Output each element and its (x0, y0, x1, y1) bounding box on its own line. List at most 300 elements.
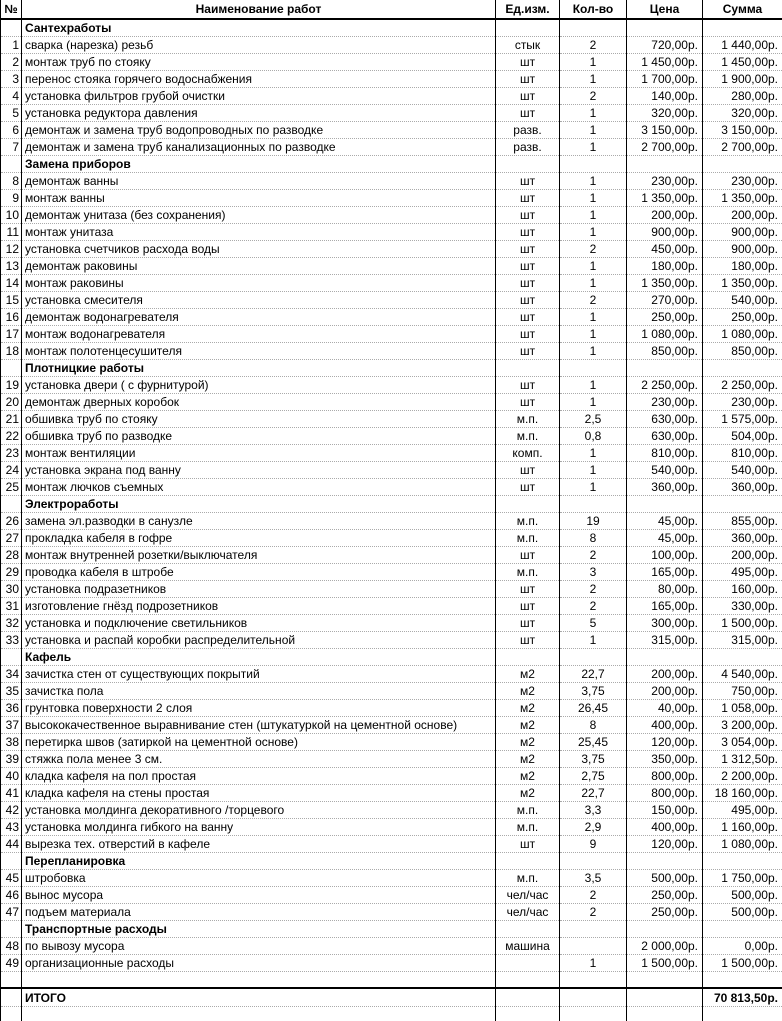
section-row (1, 19, 782, 37)
quantity: 1 (560, 71, 627, 88)
price: 250,00р. (627, 887, 703, 904)
work-name: монтаж унитаза (22, 224, 496, 241)
work-name: установка молдинга гибкого на ванну (22, 819, 496, 836)
row-number: 16 (1, 309, 22, 326)
work-name: монтаж вентиляции (22, 445, 496, 462)
quantity: 2,75 (560, 768, 627, 785)
price: 80,00р. (627, 581, 703, 598)
table-row (1, 887, 782, 904)
price: 120,00р. (627, 836, 703, 853)
sum: 1 450,00р. (703, 54, 782, 71)
row-number: 19 (1, 377, 22, 394)
sum: 0,00р. (703, 938, 782, 955)
table-row (1, 292, 782, 309)
header-qty: Кол-во (560, 0, 627, 19)
sum: 500,00р. (703, 904, 782, 921)
price: 810,00р. (627, 445, 703, 462)
sum: 2 700,00р. (703, 139, 782, 156)
table-row (1, 666, 782, 683)
quantity: 1 (560, 207, 627, 224)
price: 45,00р. (627, 513, 703, 530)
table-row (1, 309, 782, 326)
row-number: 21 (1, 411, 22, 428)
unit: шт (496, 326, 560, 343)
work-name: кладка кафеля на стены простая (22, 785, 496, 802)
row-number: 49 (1, 955, 22, 972)
row-number: 5 (1, 105, 22, 122)
price: 320,00р. (627, 105, 703, 122)
work-name: монтаж полотенцесушителя (22, 343, 496, 360)
sum: 500,00р. (703, 887, 782, 904)
quantity: 2 (560, 904, 627, 921)
price: 400,00р. (627, 717, 703, 734)
unit: шт (496, 632, 560, 649)
work-name: подъем материала (22, 904, 496, 921)
table-row (1, 615, 782, 632)
unit: шт (496, 377, 560, 394)
quantity: 2 (560, 88, 627, 105)
row-number: 29 (1, 564, 22, 581)
sum: 750,00р. (703, 683, 782, 700)
price: 150,00р. (627, 802, 703, 819)
price: 1 500,00р. (627, 955, 703, 972)
quantity: 1 (560, 105, 627, 122)
work-name: штробовка (22, 870, 496, 887)
sum: 1 350,00р. (703, 190, 782, 207)
sum: 504,00р. (703, 428, 782, 445)
unit: м2 (496, 751, 560, 768)
price: 250,00р. (627, 309, 703, 326)
sum: 200,00р. (703, 207, 782, 224)
quantity: 8 (560, 717, 627, 734)
header-price: Цена (627, 0, 703, 19)
table-row (1, 462, 782, 479)
unit: м2 (496, 683, 560, 700)
sum: 1 350,00р. (703, 275, 782, 292)
work-name: вынос мусора (22, 887, 496, 904)
row-number: 8 (1, 173, 22, 190)
table-row (1, 955, 782, 972)
unit: шт (496, 394, 560, 411)
work-name: демонтаж раковины (22, 258, 496, 275)
work-name: по вывозу мусора (22, 938, 496, 955)
price: 900,00р. (627, 224, 703, 241)
table-row (1, 122, 782, 139)
unit: шт (496, 275, 560, 292)
sum: 495,00р. (703, 802, 782, 819)
price: 450,00р. (627, 241, 703, 258)
quantity: 5 (560, 615, 627, 632)
work-name: зачистка пола (22, 683, 496, 700)
row-number: 43 (1, 819, 22, 836)
unit: шт (496, 190, 560, 207)
quantity: 1 (560, 190, 627, 207)
work-name: демонтаж и замена труб канализационных по разводке (22, 139, 496, 156)
sum: 1 440,00р. (703, 37, 782, 54)
unit: шт (496, 598, 560, 615)
row-number: 18 (1, 343, 22, 360)
unit: м.п. (496, 428, 560, 445)
unit: м2 (496, 700, 560, 717)
price: 1 450,00р. (627, 54, 703, 71)
sum: 1 160,00р. (703, 819, 782, 836)
unit: м2 (496, 785, 560, 802)
sum: 1 575,00р. (703, 411, 782, 428)
price: 165,00р. (627, 564, 703, 581)
row-number: 2 (1, 54, 22, 71)
unit: машина (496, 938, 560, 955)
row-number: 25 (1, 479, 22, 496)
table-row (1, 751, 782, 768)
work-name: установка фильтров грубой очистки (22, 88, 496, 105)
price: 2 000,00р. (627, 938, 703, 955)
row-number: 14 (1, 275, 22, 292)
row-number: 22 (1, 428, 22, 445)
work-name: грунтовка поверхности 2 слоя (22, 700, 496, 717)
price: 360,00р. (627, 479, 703, 496)
quantity: 2 (560, 292, 627, 309)
table-row (1, 802, 782, 819)
sum: 1 500,00р. (703, 615, 782, 632)
price: 120,00р. (627, 734, 703, 751)
quantity: 1 (560, 632, 627, 649)
header-name: Наименование работ (22, 0, 496, 19)
row-number: 44 (1, 836, 22, 853)
unit: разв. (496, 122, 560, 139)
quantity: 3,75 (560, 751, 627, 768)
price: 1 350,00р. (627, 190, 703, 207)
sum: 1 080,00р. (703, 326, 782, 343)
table-row (1, 598, 782, 615)
row-number: 33 (1, 632, 22, 649)
table-row (1, 411, 782, 428)
work-name: кладка кафеля на пол простая (22, 768, 496, 785)
sum: 230,00р. (703, 173, 782, 190)
quantity: 2 (560, 241, 627, 258)
work-name: перетирка швов (затиркой на цементной основе) (22, 734, 496, 751)
row-number: 7 (1, 139, 22, 156)
table-row (1, 105, 782, 122)
sum: 900,00р. (703, 224, 782, 241)
section-row (1, 853, 782, 870)
price: 250,00р. (627, 904, 703, 921)
work-name: обшивка труб по стояку (22, 411, 496, 428)
quantity: 1 (560, 309, 627, 326)
quantity: 1 (560, 122, 627, 139)
quantity: 26,45 (560, 700, 627, 717)
price: 180,00р. (627, 258, 703, 275)
table-row (1, 190, 782, 207)
sum: 18 160,00р. (703, 785, 782, 802)
section-title: Кафель (22, 649, 496, 666)
work-name: установка смесителя (22, 292, 496, 309)
unit: шт (496, 581, 560, 598)
table-row (1, 581, 782, 598)
total-sum: 70 813,50р. (703, 988, 782, 1007)
quantity: 1 (560, 462, 627, 479)
row-number: 35 (1, 683, 22, 700)
table-row (1, 428, 782, 445)
table-row (1, 207, 782, 224)
work-name: установка молдинга декоративного /торцевого (22, 802, 496, 819)
row-number: 6 (1, 122, 22, 139)
sum: 230,00р. (703, 394, 782, 411)
table-row (1, 54, 782, 71)
unit: шт (496, 309, 560, 326)
section-row (1, 156, 782, 173)
table-row (1, 241, 782, 258)
row-number: 12 (1, 241, 22, 258)
row-number: 17 (1, 326, 22, 343)
row-number: 48 (1, 938, 22, 955)
price: 630,00р. (627, 411, 703, 428)
unit: м2 (496, 734, 560, 751)
rows-body (1, 19, 782, 972)
unit: шт (496, 615, 560, 632)
work-name: монтаж труб по стояку (22, 54, 496, 71)
price: 1 080,00р. (627, 326, 703, 343)
unit: м.п. (496, 530, 560, 547)
row-number: 10 (1, 207, 22, 224)
work-name: монтаж ванны (22, 190, 496, 207)
price: 1 700,00р. (627, 71, 703, 88)
price: 300,00р. (627, 615, 703, 632)
work-name: демонтаж дверных коробок (22, 394, 496, 411)
row-number: 47 (1, 904, 22, 921)
table-row (1, 683, 782, 700)
table-row (1, 224, 782, 241)
work-name: сварка (нарезка) резьб (22, 37, 496, 54)
price: 40,00р. (627, 700, 703, 717)
price: 200,00р. (627, 683, 703, 700)
work-name: монтаж лючков съемных (22, 479, 496, 496)
table-row (1, 377, 782, 394)
quantity: 1 (560, 224, 627, 241)
table-row (1, 37, 782, 54)
quantity: 3,5 (560, 870, 627, 887)
work-name: монтаж внутренней розетки/выключателя (22, 547, 496, 564)
price: 230,00р. (627, 394, 703, 411)
table-row (1, 938, 782, 955)
work-name: стяжка пола менее 3 см. (22, 751, 496, 768)
work-name: вырезка тех. отверстий в кафеле (22, 836, 496, 853)
row-number: 31 (1, 598, 22, 615)
sum: 855,00р. (703, 513, 782, 530)
work-name: замена эл.разводки в санузле (22, 513, 496, 530)
sum: 330,00р. (703, 598, 782, 615)
price: 800,00р. (627, 785, 703, 802)
row-number: 40 (1, 768, 22, 785)
sum: 2 200,00р. (703, 768, 782, 785)
quantity: 22,7 (560, 785, 627, 802)
price: 165,00р. (627, 598, 703, 615)
unit: шт (496, 343, 560, 360)
quantity: 2 (560, 581, 627, 598)
sum: 810,00р. (703, 445, 782, 462)
table-row (1, 768, 782, 785)
sum: 315,00р. (703, 632, 782, 649)
price: 200,00р. (627, 666, 703, 683)
price: 100,00р. (627, 547, 703, 564)
sum: 1 500,00р. (703, 955, 782, 972)
unit: шт (496, 462, 560, 479)
price: 3 150,00р. (627, 122, 703, 139)
row-number: 3 (1, 71, 22, 88)
quantity: 3 (560, 564, 627, 581)
table-row (1, 479, 782, 496)
work-name: демонтаж и замена труб водопроводных по разводке (22, 122, 496, 139)
work-name: перенос стояка горячего водоснабжения (22, 71, 496, 88)
row-number: 46 (1, 887, 22, 904)
quantity: 22,7 (560, 666, 627, 683)
row-number: 32 (1, 615, 22, 632)
row-number: 13 (1, 258, 22, 275)
table-row (1, 343, 782, 360)
row-number: 38 (1, 734, 22, 751)
sum: 540,00р. (703, 292, 782, 309)
quantity: 1 (560, 139, 627, 156)
row-number: 27 (1, 530, 22, 547)
quantity: 1 (560, 377, 627, 394)
table-row (1, 326, 782, 343)
price: 230,00р. (627, 173, 703, 190)
unit: м.п. (496, 802, 560, 819)
table-row (1, 785, 782, 802)
sum: 1 900,00р. (703, 71, 782, 88)
sum: 3 054,00р. (703, 734, 782, 751)
price: 350,00р. (627, 751, 703, 768)
sum: 180,00р. (703, 258, 782, 275)
quantity: 2 (560, 887, 627, 904)
unit: шт (496, 292, 560, 309)
sum: 360,00р. (703, 479, 782, 496)
price: 800,00р. (627, 768, 703, 785)
quantity: 1 (560, 445, 627, 462)
sum: 850,00р. (703, 343, 782, 360)
price: 850,00р. (627, 343, 703, 360)
unit: чел/час (496, 887, 560, 904)
section-title: Электроработы (22, 496, 496, 513)
table-row (1, 71, 782, 88)
unit (496, 955, 560, 972)
price: 540,00р. (627, 462, 703, 479)
row-number: 24 (1, 462, 22, 479)
unit: м2 (496, 717, 560, 734)
sum: 900,00р. (703, 241, 782, 258)
unit: м2 (496, 768, 560, 785)
quantity: 1 (560, 54, 627, 71)
price: 45,00р. (627, 530, 703, 547)
row-number: 4 (1, 88, 22, 105)
quantity: 3,3 (560, 802, 627, 819)
price: 140,00р. (627, 88, 703, 105)
work-name: прокладка кабеля в гофре (22, 530, 496, 547)
table-row (1, 445, 782, 462)
quantity: 9 (560, 836, 627, 853)
unit: шт (496, 71, 560, 88)
work-name: монтаж раковины (22, 275, 496, 292)
work-name: организационные расходы (22, 955, 496, 972)
spacer-row (1, 972, 782, 989)
quantity: 1 (560, 955, 627, 972)
sum: 160,00р. (703, 581, 782, 598)
table-row (1, 513, 782, 530)
total-row (1, 988, 782, 1007)
quantity: 25,45 (560, 734, 627, 751)
unit: шт (496, 207, 560, 224)
work-name: установка редуктора давления (22, 105, 496, 122)
row-number: 9 (1, 190, 22, 207)
header-row (1, 0, 782, 19)
table-row (1, 258, 782, 275)
table-row (1, 530, 782, 547)
price: 630,00р. (627, 428, 703, 445)
unit: шт (496, 54, 560, 71)
sum: 540,00р. (703, 462, 782, 479)
row-number: 39 (1, 751, 22, 768)
section-row (1, 496, 782, 513)
section-title: Транспортные расходы (22, 921, 496, 938)
table-row (1, 564, 782, 581)
sum: 495,00р. (703, 564, 782, 581)
table-row (1, 904, 782, 921)
table-row (1, 88, 782, 105)
sum: 2 250,00р. (703, 377, 782, 394)
quantity: 2,5 (560, 411, 627, 428)
quantity: 1 (560, 343, 627, 360)
unit: м.п. (496, 870, 560, 887)
sum: 1 312,50р. (703, 751, 782, 768)
table-row (1, 870, 782, 887)
header-unit: Ед.изм. (496, 0, 560, 19)
price: 2 250,00р. (627, 377, 703, 394)
sum: 200,00р. (703, 547, 782, 564)
work-name: зачистка стен от существующих покрытий (22, 666, 496, 683)
table-row (1, 700, 782, 717)
sum: 3 200,00р. (703, 717, 782, 734)
quantity: 1 (560, 258, 627, 275)
unit: м.п. (496, 513, 560, 530)
row-number: 45 (1, 870, 22, 887)
unit: разв. (496, 139, 560, 156)
table-row (1, 275, 782, 292)
sum: 4 540,00р. (703, 666, 782, 683)
work-name: высококачественное выравнивание стен (штукатуркой на цементной основе) (22, 717, 496, 734)
work-name: установка подразетников (22, 581, 496, 598)
unit: шт (496, 88, 560, 105)
unit: м.п. (496, 411, 560, 428)
row-number: 1 (1, 37, 22, 54)
unit: шт (496, 258, 560, 275)
unit: чел/час (496, 904, 560, 921)
table-row (1, 836, 782, 853)
work-name: монтаж водонагревателя (22, 326, 496, 343)
work-name: установка двери ( с фурнитурой) (22, 377, 496, 394)
quantity: 1 (560, 479, 627, 496)
quantity: 19 (560, 513, 627, 530)
table-row (1, 547, 782, 564)
unit: шт (496, 241, 560, 258)
unit: шт (496, 173, 560, 190)
work-name: демонтаж водонагревателя (22, 309, 496, 326)
table-row (1, 139, 782, 156)
row-number: 36 (1, 700, 22, 717)
table-row (1, 717, 782, 734)
table-row (1, 734, 782, 751)
price: 270,00р. (627, 292, 703, 309)
work-name: изготовление гнёзд подрозетников (22, 598, 496, 615)
quantity: 8 (560, 530, 627, 547)
